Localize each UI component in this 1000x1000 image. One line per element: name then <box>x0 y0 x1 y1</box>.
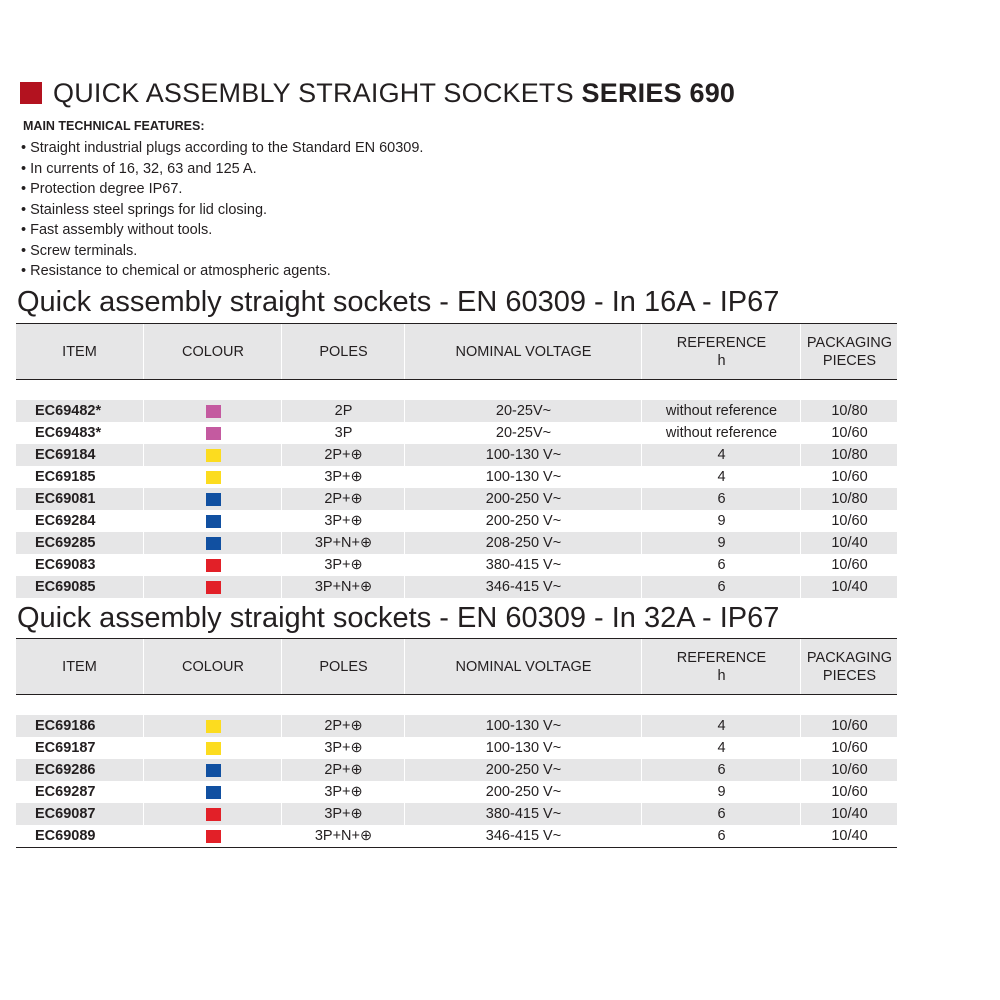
table-row <box>16 400 897 422</box>
table-row <box>16 466 897 488</box>
page-heading <box>20 78 735 108</box>
colour-swatch <box>206 764 221 777</box>
header-reference <box>641 639 801 694</box>
table-row <box>16 781 897 803</box>
colour-swatch <box>206 720 221 733</box>
header-voltage <box>404 639 642 694</box>
cell-colour <box>143 400 282 422</box>
cell-colour <box>143 444 282 466</box>
header-label: REFERENCE <box>676 649 767 666</box>
header-sublabel: h <box>717 667 726 684</box>
header-label: COLOUR <box>181 658 245 675</box>
cell-reference: 6 <box>641 825 801 847</box>
cell-reference: 6 <box>641 759 801 781</box>
page-title <box>53 78 735 109</box>
cell-voltage: 346-415 V~ <box>404 825 642 847</box>
cell-item: EC69186 <box>35 718 96 734</box>
header-label: NOMINAL VOLTAGE <box>455 343 592 360</box>
cell-packaging: 10/40 <box>800 803 898 825</box>
cell-reference: 6 <box>641 488 801 510</box>
header-label: REFERENCE <box>676 334 767 351</box>
cell-item: EC69089 <box>35 828 96 844</box>
table-row <box>16 825 897 847</box>
header-voltage <box>404 324 642 379</box>
cell-packaging: 10/60 <box>800 759 898 781</box>
table-16a <box>16 323 897 598</box>
cell-colour <box>143 759 282 781</box>
cell-voltage: 380-415 V~ <box>404 803 642 825</box>
header-colour <box>143 639 282 694</box>
section-title-16a: Quick assembly straight sockets - EN 60309 - In 16A - IP67 <box>17 286 780 318</box>
cell-colour <box>143 825 282 847</box>
cell-reference: 9 <box>641 781 801 803</box>
colour-swatch <box>206 493 221 506</box>
cell-packaging: 10/60 <box>800 737 898 759</box>
cell-packaging: 10/40 <box>800 825 898 847</box>
feature-item: • Screw terminals. <box>21 242 138 259</box>
colour-swatch <box>206 786 221 799</box>
feature-item: • In currents of 16, 32, 63 and 125 A. <box>21 160 257 177</box>
header-label: ITEM <box>62 343 97 360</box>
colour-swatch <box>206 405 221 418</box>
cell-voltage: 200-250 V~ <box>404 510 642 532</box>
cell-colour <box>143 781 282 803</box>
cell-packaging: 10/40 <box>800 532 898 554</box>
cell-reference: 9 <box>641 532 801 554</box>
cell-item: EC69087 <box>35 806 96 822</box>
cell-poles: 3P+⊕ <box>281 466 405 488</box>
cell-packaging: 10/60 <box>800 715 898 737</box>
cell-item: EC69184 <box>35 447 96 463</box>
cell-poles: 2P <box>281 400 405 422</box>
cell-reference: 9 <box>641 510 801 532</box>
header-poles <box>281 639 405 694</box>
table-row <box>16 715 897 737</box>
cell-colour <box>143 576 282 598</box>
cell-item: EC69285 <box>35 535 96 551</box>
features-list <box>21 138 423 282</box>
header-packaging <box>800 639 898 694</box>
header-label: PACKAGING <box>806 649 893 666</box>
cell-poles: 3P+⊕ <box>281 554 405 576</box>
cell-item: EC69081 <box>35 491 96 507</box>
cell-poles: 2P+⊕ <box>281 488 405 510</box>
cell-colour <box>143 715 282 737</box>
table-bottom-rule <box>16 847 897 848</box>
brand-square-icon <box>20 82 42 104</box>
table-spacer <box>16 380 897 400</box>
table-header <box>16 323 897 380</box>
cell-packaging: 10/80 <box>800 444 898 466</box>
cell-colour <box>143 466 282 488</box>
cell-voltage: 100-130 V~ <box>404 715 642 737</box>
feature-item: • Straight industrial plugs according to the Standard EN 60309. <box>21 140 424 156</box>
feature-item: • Fast assembly without tools. <box>21 222 213 238</box>
colour-swatch <box>206 427 221 440</box>
cell-poles: 2P+⊕ <box>281 759 405 781</box>
cell-item: EC69286 <box>35 762 96 778</box>
cell-item: EC69284 <box>35 513 96 529</box>
cell-item: EC69482* <box>35 403 102 419</box>
table-row <box>16 488 897 510</box>
colour-swatch <box>206 559 221 572</box>
cell-colour <box>143 488 282 510</box>
colour-swatch <box>206 830 221 843</box>
header-poles <box>281 324 405 379</box>
header-label: POLES <box>319 343 368 360</box>
table-row <box>16 803 897 825</box>
title-bold: SERIES 690 <box>581 77 736 108</box>
feature-item: • Stainless steel springs for lid closing. <box>21 201 268 218</box>
cell-reference: without reference <box>641 400 801 422</box>
cell-poles: 3P+N+⊕ <box>281 825 405 847</box>
header-sublabel: PIECES <box>822 667 877 684</box>
header-item <box>16 639 143 694</box>
cell-packaging: 10/60 <box>800 781 898 803</box>
cell-item: EC69187 <box>35 740 96 756</box>
table-row <box>16 737 897 759</box>
table-row <box>16 554 897 576</box>
cell-poles: 2P+⊕ <box>281 715 405 737</box>
cell-voltage: 100-130 V~ <box>404 444 642 466</box>
cell-item: EC69483* <box>35 425 102 441</box>
colour-swatch <box>206 742 221 755</box>
header-label: PACKAGING <box>806 334 893 351</box>
cell-voltage: 100-130 V~ <box>404 466 642 488</box>
cell-colour <box>143 422 282 444</box>
colour-swatch <box>206 515 221 528</box>
cell-poles: 3P+N+⊕ <box>281 532 405 554</box>
cell-packaging: 10/60 <box>800 422 898 444</box>
cell-poles: 3P <box>281 422 405 444</box>
colour-swatch <box>206 471 221 484</box>
colour-swatch <box>206 449 221 462</box>
cell-reference: 6 <box>641 803 801 825</box>
cell-reference: 4 <box>641 466 801 488</box>
cell-reference: 6 <box>641 554 801 576</box>
cell-poles: 3P+⊕ <box>281 781 405 803</box>
cell-voltage: 20-25V~ <box>404 400 642 422</box>
cell-reference: 4 <box>641 715 801 737</box>
cell-colour <box>143 737 282 759</box>
cell-voltage: 100-130 V~ <box>404 737 642 759</box>
cell-item: EC69185 <box>35 469 96 485</box>
header-reference <box>641 324 801 379</box>
table-row <box>16 532 897 554</box>
cell-reference: without reference <box>641 422 801 444</box>
header-label: ITEM <box>62 658 97 675</box>
header-sublabel: PIECES <box>822 352 877 369</box>
cell-poles: 3P+N+⊕ <box>281 576 405 598</box>
cell-item: EC69287 <box>35 784 96 800</box>
cell-poles: 3P+⊕ <box>281 803 405 825</box>
cell-poles: 3P+⊕ <box>281 737 405 759</box>
colour-swatch <box>206 537 221 550</box>
cell-packaging: 10/60 <box>800 554 898 576</box>
cell-voltage: 200-250 V~ <box>404 759 642 781</box>
colour-swatch <box>206 808 221 821</box>
cell-colour <box>143 803 282 825</box>
feature-item: • Resistance to chemical or atmospheric agents. <box>21 263 331 279</box>
table-row <box>16 444 897 466</box>
header-label: NOMINAL VOLTAGE <box>455 658 592 675</box>
header-sublabel: h <box>717 352 726 369</box>
cell-reference: 4 <box>641 444 801 466</box>
cell-voltage: 380-415 V~ <box>404 554 642 576</box>
cell-reference: 4 <box>641 737 801 759</box>
cell-colour <box>143 532 282 554</box>
table-row <box>16 576 897 598</box>
cell-packaging: 10/60 <box>800 466 898 488</box>
features-title: MAIN TECHNICAL FEATURES: <box>23 119 205 133</box>
cell-item: EC69083 <box>35 557 96 573</box>
title-light: QUICK ASSEMBLY STRAIGHT SOCKETS <box>53 77 582 108</box>
cell-packaging: 10/80 <box>800 400 898 422</box>
cell-voltage: 346-415 V~ <box>404 576 642 598</box>
cell-reference: 6 <box>641 576 801 598</box>
table-row <box>16 759 897 781</box>
section-title-32a: Quick assembly straight sockets - EN 60309 - In 32A - IP67 <box>17 602 780 634</box>
feature-item: • Protection degree IP67. <box>21 181 183 197</box>
table-32a <box>16 638 897 848</box>
table-row <box>16 422 897 444</box>
header-label: COLOUR <box>181 343 245 360</box>
header-label: POLES <box>319 658 368 675</box>
cell-voltage: 208-250 V~ <box>404 532 642 554</box>
cell-packaging: 10/40 <box>800 576 898 598</box>
cell-voltage: 200-250 V~ <box>404 781 642 803</box>
cell-voltage: 200-250 V~ <box>404 488 642 510</box>
cell-poles: 3P+⊕ <box>281 510 405 532</box>
table-row <box>16 510 897 532</box>
cell-packaging: 10/80 <box>800 488 898 510</box>
header-colour <box>143 324 282 379</box>
table-header <box>16 638 897 695</box>
cell-poles: 2P+⊕ <box>281 444 405 466</box>
cell-item: EC69085 <box>35 579 96 595</box>
cell-packaging: 10/60 <box>800 510 898 532</box>
colour-swatch <box>206 581 221 594</box>
header-item <box>16 324 143 379</box>
cell-voltage: 20-25V~ <box>404 422 642 444</box>
cell-colour <box>143 554 282 576</box>
table-spacer <box>16 695 897 715</box>
header-packaging <box>800 324 898 379</box>
cell-colour <box>143 510 282 532</box>
